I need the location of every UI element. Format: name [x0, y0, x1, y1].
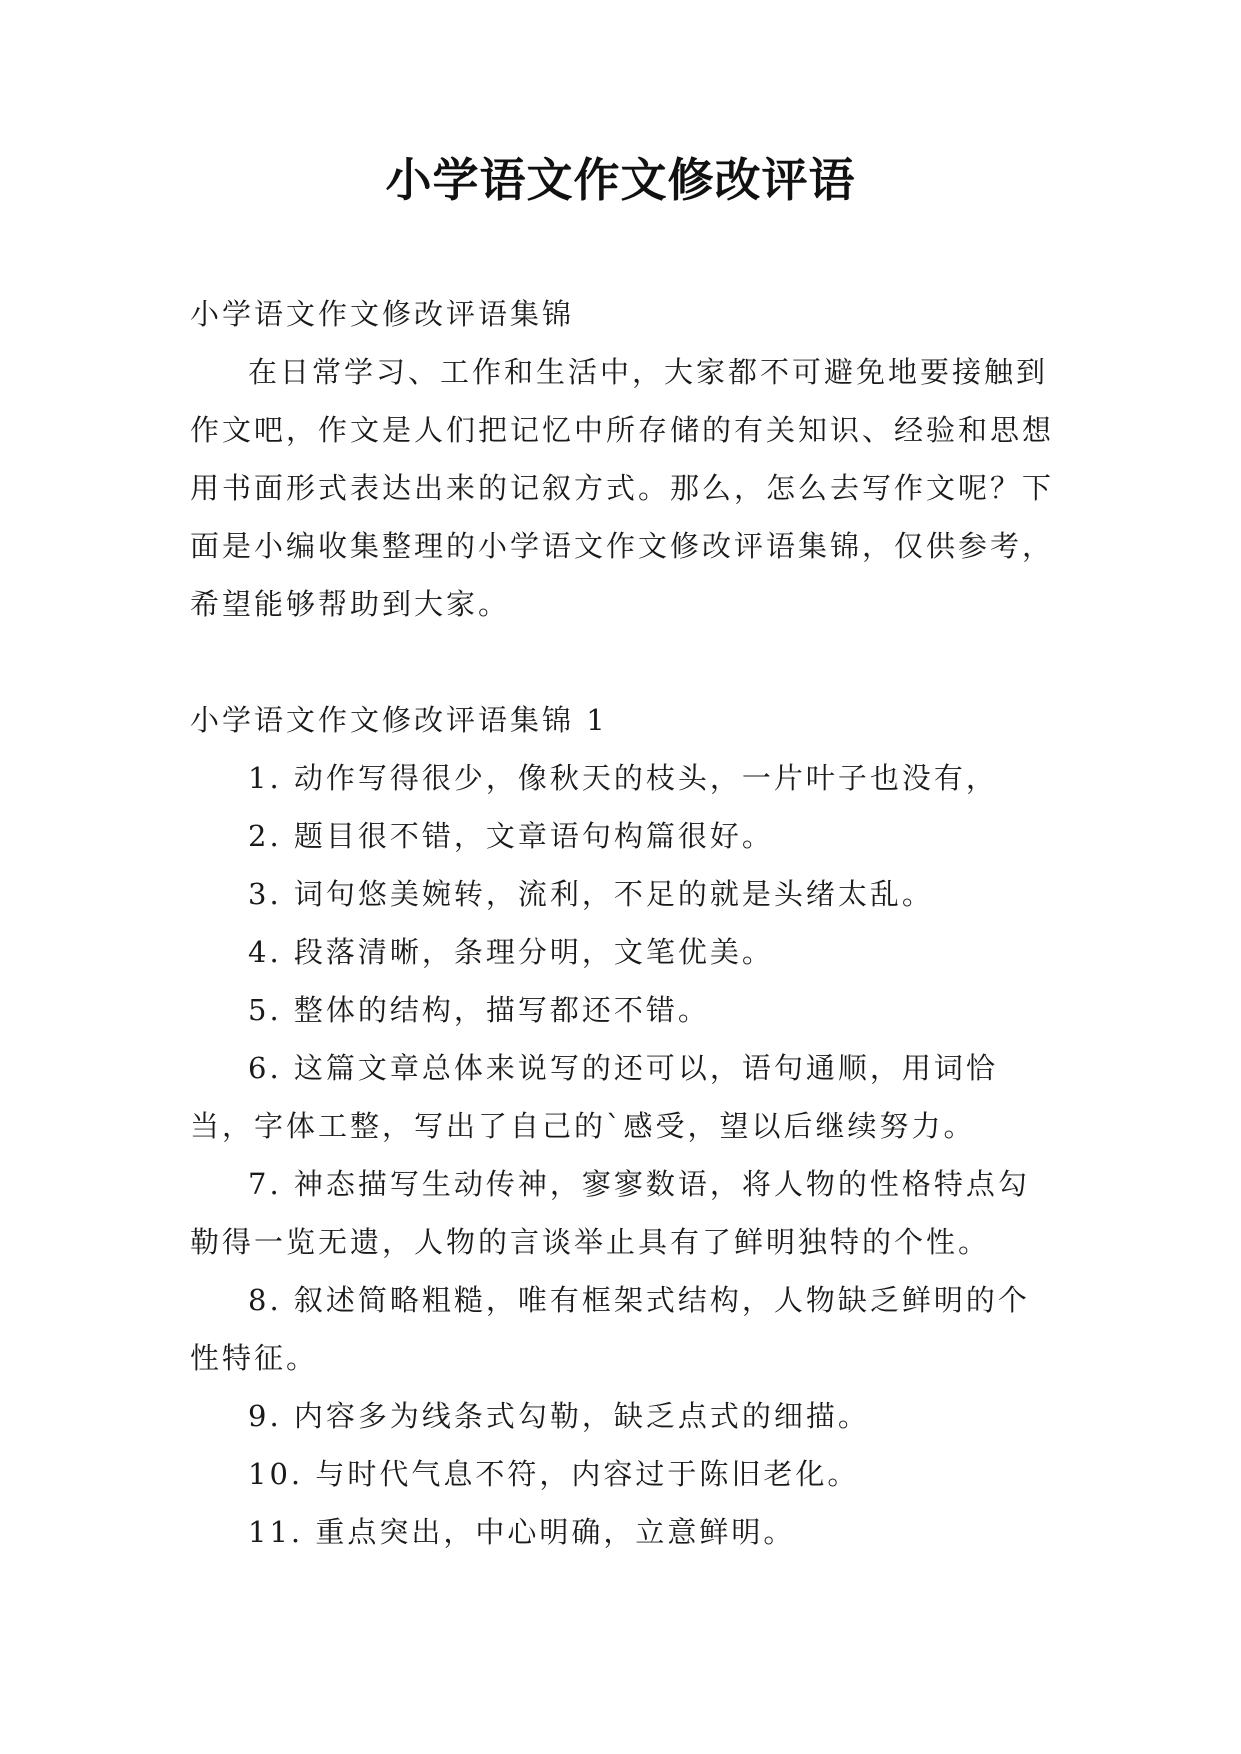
item-text: 动作写得很少，像秋天的枝头，一片叶子也没有， — [293, 761, 998, 795]
item-text: 神态描写生动传神，寥寥数语，将人物的性格特点勾勒得一览无遗，人物的言谈举止具有了鲜明独特的个性。 — [190, 1167, 1030, 1259]
item-number: 6. — [248, 1051, 282, 1085]
item-number: 11. — [248, 1515, 304, 1549]
item-number: 4. — [248, 935, 282, 969]
list-item — [190, 1445, 1060, 1503]
intro-paragraph: 在日常学习、工作和生活中，大家都不可避免地要接触到作文吧，作文是人们把记忆中所存储的有关知识、经验和思想用书面形式表达出来的记叙方式。那么，怎么去写作文呢？下面是小编收集整理的小学语文作文修改评语集锦，仅供参考，希望能够帮助到大家。 — [190, 355, 1055, 621]
item-text: 内容多为线条式勾勒，缺乏点式的细描。 — [293, 1399, 870, 1433]
list-item — [190, 923, 1060, 981]
section-heading: 小学语文作文修改评语集锦 1 — [190, 703, 608, 737]
spacer — [190, 633, 1060, 691]
list-item — [190, 1503, 1060, 1561]
list-item — [190, 981, 1060, 1039]
item-number: 10. — [248, 1457, 304, 1491]
list-item — [190, 1271, 1060, 1387]
item-number: 9. — [248, 1399, 282, 1433]
item-text: 整体的结构，描写都还不错。 — [293, 993, 710, 1027]
list-item — [190, 807, 1060, 865]
item-number: 8. — [248, 1283, 282, 1317]
item-text: 叙述简略粗糙，唯有框架式结构，人物缺乏鲜明的个性特征。 — [190, 1283, 1030, 1375]
item-number: 3. — [248, 877, 282, 911]
item-text: 与时代气息不符，内容过于陈旧老化。 — [315, 1457, 860, 1491]
item-number: 2. — [248, 819, 282, 853]
list-item — [190, 1155, 1060, 1271]
item-text: 词句悠美婉转，流利，不足的就是头绪太乱。 — [293, 877, 934, 911]
item-text: 重点突出，中心明确，立意鲜明。 — [315, 1515, 796, 1549]
item-text: 段落清晰，条理分明，文笔优美。 — [293, 935, 774, 969]
list-item — [190, 1387, 1060, 1445]
subtitle: 小学语文作文修改评语集锦 — [190, 297, 575, 331]
item-number: 5. — [248, 993, 282, 1027]
list-item — [190, 749, 1060, 807]
item-number: 1. — [248, 761, 282, 795]
item-text: 题目很不错，文章语句构篇很好。 — [293, 819, 774, 853]
item-number: 7. — [248, 1167, 282, 1201]
list-item — [190, 865, 1060, 923]
list-item — [190, 1039, 1060, 1155]
document-body — [190, 285, 1060, 1561]
page-title: 小学语文作文修改评语 — [385, 153, 856, 207]
item-text: 这篇文章总体来说写的还可以，语句通顺，用词恰当，字体工整，写出了自己的`感受，望以后继续努力。 — [190, 1051, 998, 1143]
